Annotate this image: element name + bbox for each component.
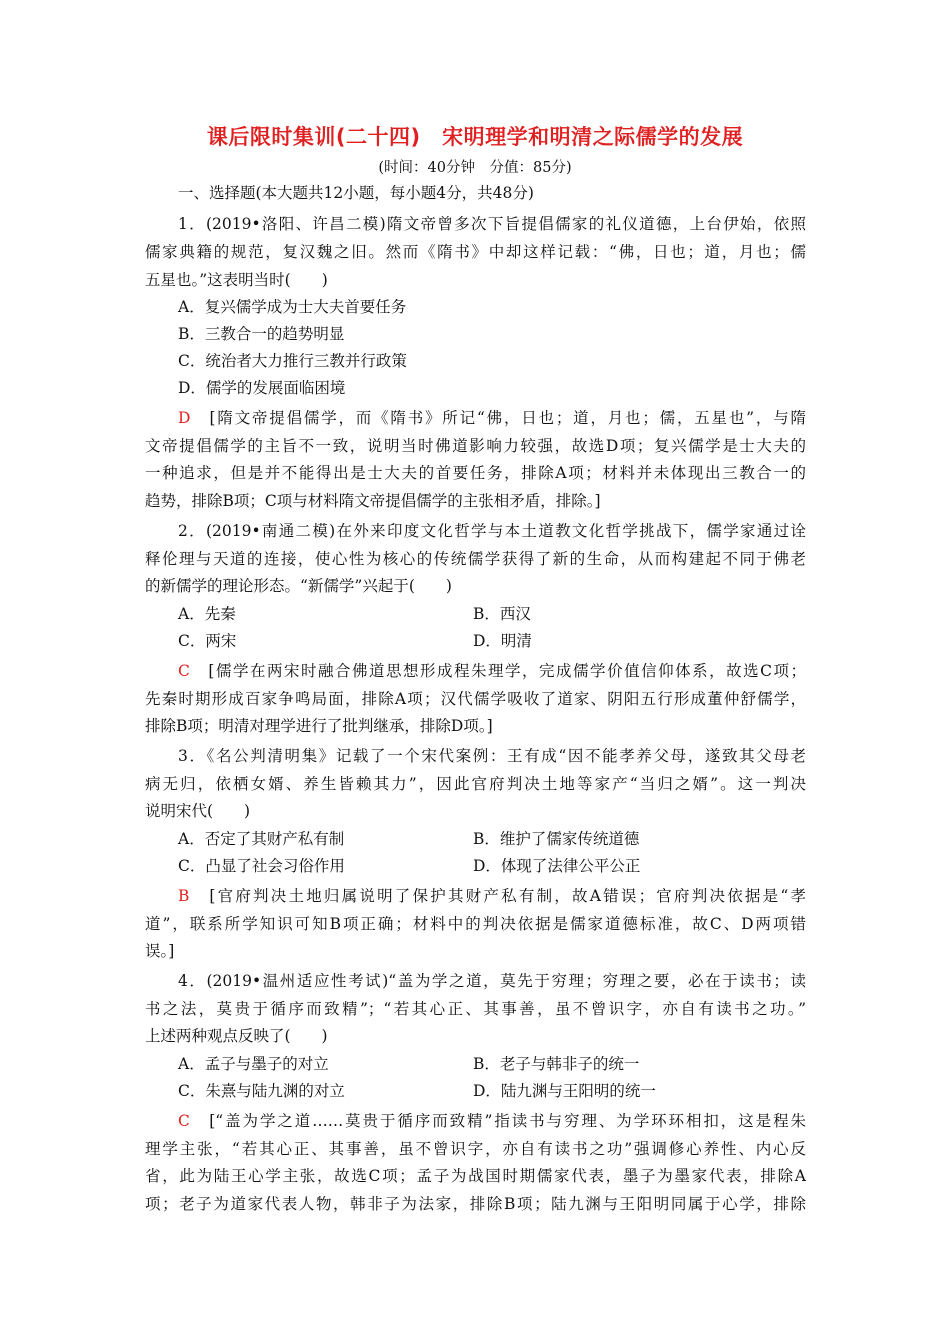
q2-answer: C bbox=[178, 662, 190, 680]
q4-explanation-line: 项；老子为道家代表人物，韩非子为法家，排除B项；陆九渊与王阳明同属于心学，排除 bbox=[145, 1195, 806, 1213]
q4-explanation-text: [“盖为学之道……莫贵于循序而致精”指读书与穷理、为学环环相扣，这是程朱 bbox=[189, 1112, 806, 1130]
q3-explanation-line: 道”，联系所学知识可知B项正确；材料中的判决依据是儒家道德标准，故C、D两项错 bbox=[145, 915, 806, 933]
q3-explanation-line bbox=[178, 886, 806, 906]
q1-option-a: A．复兴儒学成为士大夫首要任务 bbox=[178, 298, 407, 316]
q2-option-b: B．西汉 bbox=[473, 605, 531, 623]
q3-option-d: D．体现了法律公平公正 bbox=[473, 857, 641, 875]
q4-explanation-line: 理学主张，“若其心正、其事善，虽不曾识字，亦自有读书之功”强调修心养性、内心反 bbox=[145, 1140, 806, 1158]
document-title: 课后限时集训(二十四) 宋明理学和明清之际儒学的发展 bbox=[206, 125, 744, 149]
q1-explanation-line: 趋势，排除B项；C项与材料隋文帝提倡儒学的主张相矛盾，排除。] bbox=[145, 492, 601, 510]
q4-option-b: B．老子与韩非子的统一 bbox=[473, 1055, 640, 1073]
q4-option-d: D．陆九渊与王阳明的统一 bbox=[473, 1082, 656, 1100]
q1-explanation-line: 文帝提倡儒学的主旨不一致，说明当时佛道影响力较强，故选D项；复兴儒学是士大夫的 bbox=[145, 437, 806, 455]
q3-stem-line: 说明宋代( ) bbox=[145, 802, 251, 820]
q3-option-a: A．否定了其财产私有制 bbox=[178, 830, 345, 848]
q4-option-a: A．孟子与墨子的对立 bbox=[178, 1055, 329, 1073]
time-score-info: (时间：40分钟 分值：85分) bbox=[378, 160, 572, 176]
q2-explanation-line: 先秦时期形成百家争鸣局面，排除A项；汉代儒学吸收了道家、阴阳五行形成董仲舒儒学， bbox=[145, 690, 806, 708]
q4-stem-line: 上述两种观点反映了( ) bbox=[145, 1027, 328, 1045]
q1-stem-line: 五星也。”这表明当时( ) bbox=[145, 271, 328, 289]
q3-answer: B bbox=[178, 887, 190, 905]
q2-explanation-text: [儒学在两宋时融合佛道思想形成程朱理学，完成儒学价值信仰体系，故选C项； bbox=[189, 662, 806, 680]
q1-stem-line: 儒家典籍的规范，复汉魏之旧。然而《隋书》中却这样记载：“佛，日也；道，月也；儒 bbox=[145, 243, 806, 261]
q1-option-d: D．儒学的发展面临困境 bbox=[178, 379, 346, 397]
q4-explanation-line bbox=[178, 1111, 806, 1131]
q2-stem-line: 2．(2019•南通二模)在外来印度文化哲学与本土道教文化哲学挑战下，儒学家通过诠 bbox=[178, 522, 806, 540]
q1-option-b: B．三教合一的趋势明显 bbox=[178, 325, 345, 343]
q1-explanation-line bbox=[178, 408, 806, 428]
q1-answer: D bbox=[178, 409, 191, 427]
q4-explanation-line: 省，此为陆王心学主张，故选C项；孟子为战国时期儒家代表，墨子为墨家代表，排除A bbox=[145, 1167, 806, 1185]
q3-stem-line: 病无归，依栖女婿、养生皆赖其力”，因此官府判决土地等家产“当归之婿”。这一判决 bbox=[145, 775, 806, 793]
q3-explanation-text: [官府判决土地归属说明了保护其财产私有制，故A错误；官府判决依据是“孝 bbox=[189, 887, 806, 905]
q1-option-c: C．统治者大力推行三教并行政策 bbox=[178, 352, 407, 370]
q4-answer: C bbox=[178, 1112, 190, 1130]
q2-option-d: D．明清 bbox=[473, 632, 532, 650]
q2-stem-line: 释伦理与天道的连接，使心性为核心的传统儒学获得了新的生命，从而构建起不同于佛老 bbox=[145, 550, 806, 568]
q3-option-b: B．维护了儒家传统道德 bbox=[473, 830, 640, 848]
q2-option-c: C．两宋 bbox=[178, 632, 237, 650]
q4-stem-line: 书之法，莫贵于循序而致精”；“若其心正、其事善，虽不曾识字，亦自有读书之功。” bbox=[145, 1000, 806, 1018]
q2-option-a: A．先秦 bbox=[178, 605, 236, 623]
section-heading: 一、选择题(本大题共12小题，每小题4分，共48分) bbox=[178, 184, 534, 202]
q4-option-c: C．朱熹与陆九渊的对立 bbox=[178, 1082, 345, 1100]
q3-explanation-line: 误。] bbox=[145, 942, 175, 960]
q1-stem-line: 1．(2019•洛阳、许昌二模)隋文帝曾多次下旨提倡儒家的礼仪道德，上台伊始，依照 bbox=[178, 215, 806, 233]
q4-stem-line: 4．(2019•温州适应性考试)“盖为学之道，莫先于穷理；穷理之要，必在于读书；读 bbox=[178, 972, 806, 990]
q3-option-c: C．凸显了社会习俗作用 bbox=[178, 857, 345, 875]
q1-explanation-line: 一种追求，但是并不能得出是士大夫的首要任务，排除A项；材料并未体现出三教合一的 bbox=[145, 464, 806, 482]
q2-explanation-line: 排除B项；明清对理学进行了批判继承，排除D项。] bbox=[145, 717, 493, 735]
q2-stem-line: 的新儒学的理论形态。“新儒学”兴起于( ) bbox=[145, 577, 452, 595]
q2-explanation-line bbox=[178, 661, 806, 681]
q3-stem-line: 3．《名公判清明集》记载了一个宋代案例：王有成“因不能孝养父母，遂致其父母老 bbox=[178, 747, 806, 765]
q1-explanation-text: [隋文帝提倡儒学，而《隋书》所记“佛，日也；道，月也；儒，五星也”，与隋 bbox=[190, 409, 806, 427]
